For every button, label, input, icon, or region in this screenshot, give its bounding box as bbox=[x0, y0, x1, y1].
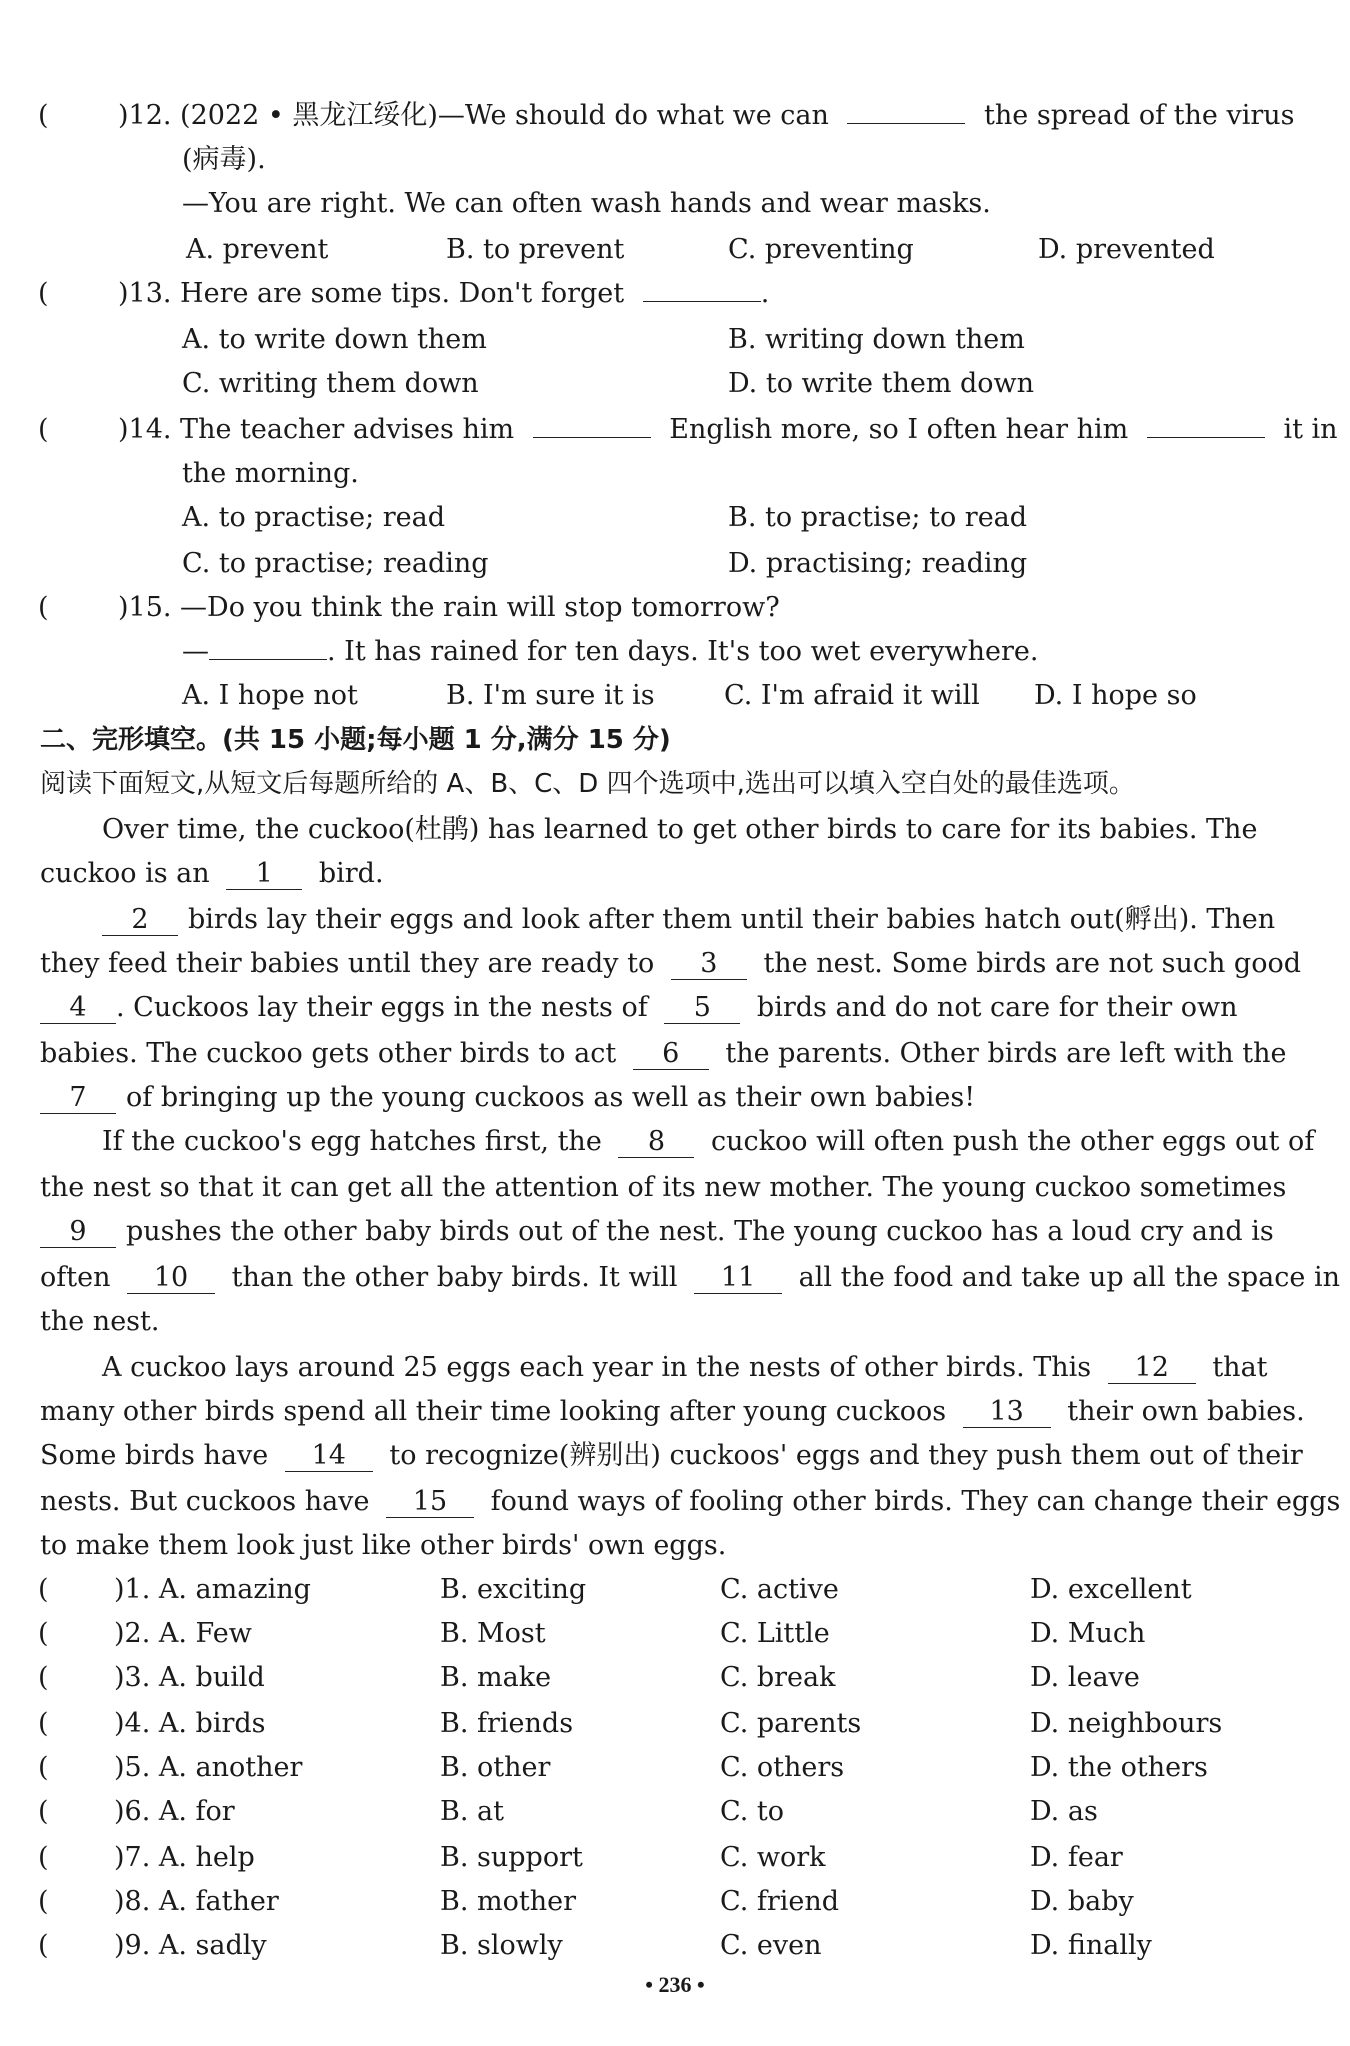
q14-stem: )14. The teacher advises him bbox=[118, 414, 515, 445]
cloze-4-option-b: B. friends bbox=[440, 1708, 574, 1739]
passage-text: cuckoo is an bbox=[40, 858, 210, 889]
q14-option-a: A. to practise; read bbox=[182, 502, 446, 533]
cloze-2-option-c: C. Little bbox=[720, 1618, 830, 1649]
answer-paren: ( bbox=[38, 1574, 49, 1605]
cloze-2-option-a: )2. A. Few bbox=[114, 1618, 252, 1649]
passage-text: the parents. Other birds are left with the bbox=[725, 1038, 1287, 1069]
cloze-1-option-d: D. excellent bbox=[1030, 1574, 1192, 1605]
q15-dash: — bbox=[182, 636, 209, 667]
q13-stem-end: . bbox=[760, 278, 770, 309]
q15-line1: )15. —Do you think the rain will stop tomorrow? bbox=[118, 592, 780, 623]
cloze-6-option-d: D. as bbox=[1030, 1796, 1098, 1827]
cloze-7-option-c: C. work bbox=[720, 1842, 826, 1873]
cloze-5-option-a: )5. A. another bbox=[114, 1752, 303, 1783]
q12-line1 bbox=[118, 98, 1295, 134]
q12-line3: —You are right. We can often wash hands and wear masks. bbox=[182, 188, 991, 219]
passage-text: the nest. Some birds are not such good bbox=[763, 948, 1301, 979]
cloze-1-option-c: C. active bbox=[720, 1574, 839, 1605]
cloze-blank-13: 13 bbox=[963, 1397, 1051, 1428]
passage-text: many other birds spend all their time looking after young cuckoos bbox=[40, 1396, 947, 1427]
passage-p2-line2 bbox=[40, 946, 1301, 982]
cloze-9-option-a: )9. A. sadly bbox=[114, 1930, 267, 1961]
cloze-blank-7: 7 bbox=[40, 1083, 116, 1114]
cloze-blank-1: 1 bbox=[226, 859, 302, 890]
passage-text: birds and do not care for their own bbox=[756, 992, 1238, 1023]
cloze-blank-4: 4 bbox=[40, 993, 116, 1024]
cloze-1-option-a: )1. A. amazing bbox=[114, 1574, 311, 1605]
cloze-blank-12: 12 bbox=[1108, 1353, 1196, 1384]
passage-text: that bbox=[1212, 1352, 1268, 1383]
q12-blank bbox=[847, 123, 965, 124]
passage-p4-line1 bbox=[102, 1350, 1268, 1386]
passage-p4-line3 bbox=[40, 1438, 1303, 1474]
q14-option-c: C. to practise; reading bbox=[182, 548, 489, 579]
cloze-5-option-c: C. others bbox=[720, 1752, 845, 1783]
q13-option-b: B. writing down them bbox=[728, 324, 1025, 355]
passage-text: If the cuckoo's egg hatches first, the bbox=[102, 1126, 602, 1157]
q12-stem: )12. (2022 • 黑龙江绥化)—We should do what we can bbox=[118, 100, 829, 131]
q14-line2: the morning. bbox=[182, 458, 359, 489]
cloze-2-option-b: B. Most bbox=[440, 1618, 546, 1649]
passage-p4-line2 bbox=[40, 1394, 1305, 1430]
passage-p2-line3 bbox=[40, 990, 1238, 1026]
cloze-blank-11: 11 bbox=[694, 1263, 782, 1294]
passage-p2-line4 bbox=[40, 1036, 1286, 1072]
passage-text: to recognize(辨别出) cuckoos' eggs and they push them out of their bbox=[389, 1440, 1303, 1471]
answer-paren: ( bbox=[38, 1886, 49, 1917]
q14-stem-mid: English more, so I often hear him bbox=[669, 414, 1129, 445]
passage-p4-line4 bbox=[40, 1484, 1340, 1520]
q12-option-a: A. prevent bbox=[186, 234, 329, 265]
passage-text: they feed their babies until they are ready to bbox=[40, 948, 655, 979]
q13-option-c: C. writing them down bbox=[182, 368, 479, 399]
passage-text: Some birds have bbox=[40, 1440, 269, 1471]
cloze-3-option-c: C. break bbox=[720, 1662, 836, 1693]
passage-p2-line5 bbox=[40, 1080, 975, 1116]
cloze-blank-6: 6 bbox=[633, 1039, 709, 1070]
q15-line2-text: . It has rained for ten days. It's too wet everywhere. bbox=[327, 636, 1039, 667]
q13-stem: )13. Here are some tips. Don't forget bbox=[118, 278, 625, 309]
cloze-3-option-d: D. leave bbox=[1030, 1662, 1140, 1693]
passage-text: all the food and take up all the space in bbox=[798, 1262, 1340, 1293]
cloze-7-option-b: B. support bbox=[440, 1842, 583, 1873]
cloze-6-option-b: B. at bbox=[440, 1796, 504, 1827]
cloze-2-option-d: D. Much bbox=[1030, 1618, 1146, 1649]
cloze-8-option-c: C. friend bbox=[720, 1886, 840, 1917]
q13-option-a: A. to write down them bbox=[182, 324, 487, 355]
cloze-5-option-d: D. the others bbox=[1030, 1752, 1208, 1783]
section-instruction: 阅读下面短文,从短文后每题所给的 A、B、C、D 四个选项中,选出可以填入空白处的最佳选项。 bbox=[40, 769, 1135, 799]
cloze-blank-14: 14 bbox=[285, 1441, 373, 1472]
cloze-blank-10: 10 bbox=[127, 1263, 215, 1294]
passage-p3-line2: the nest so that it can get all the attention of its new mother. The young cuckoo sometimes bbox=[40, 1172, 1287, 1203]
section-title: 二、完形填空。(共 15 小题;每小题 1 分,满分 15 分) bbox=[40, 725, 671, 755]
passage-text: cuckoo will often push the other eggs out of bbox=[711, 1126, 1315, 1157]
cloze-7-option-a: )7. A. help bbox=[114, 1842, 255, 1873]
cloze-4-option-c: C. parents bbox=[720, 1708, 862, 1739]
passage-p3-line3 bbox=[40, 1214, 1274, 1250]
cloze-4-option-d: D. neighbours bbox=[1030, 1708, 1223, 1739]
q15-line2 bbox=[182, 634, 1038, 670]
cloze-9-option-c: C. even bbox=[720, 1930, 822, 1961]
q15-option-b: B. I'm sure it is bbox=[446, 680, 655, 711]
q13-blank bbox=[643, 301, 761, 302]
passage-text: A cuckoo lays around 25 eggs each year in the nests of other birds. This bbox=[102, 1352, 1092, 1383]
passage-p3-line1 bbox=[102, 1124, 1314, 1160]
cloze-4-option-a: )4. A. birds bbox=[114, 1708, 266, 1739]
q15-option-d: D. I hope so bbox=[1034, 680, 1197, 711]
passage-text: their own babies. bbox=[1067, 1396, 1305, 1427]
cloze-3-option-b: B. make bbox=[440, 1662, 552, 1693]
q14-blank-1 bbox=[533, 437, 651, 438]
q13-option-d: D. to write them down bbox=[728, 368, 1035, 399]
answer-paren: ( bbox=[38, 1752, 49, 1783]
answer-paren: ( bbox=[38, 278, 49, 309]
q14-line1 bbox=[118, 412, 1338, 448]
passage-p3-line5: the nest. bbox=[40, 1306, 160, 1337]
passage-p4-line5: to make them look just like other birds' own eggs. bbox=[40, 1530, 727, 1561]
cloze-9-option-d: D. finally bbox=[1030, 1930, 1152, 1961]
q14-option-d: D. practising; reading bbox=[728, 548, 1028, 579]
passage-text: birds lay their eggs and look after them until their babies hatch out(孵出). Then bbox=[188, 904, 1276, 935]
q15-blank bbox=[209, 659, 327, 660]
cloze-8-option-a: )8. A. father bbox=[114, 1886, 279, 1917]
passage-text: of bringing up the young cuckoos as well as their own babies! bbox=[126, 1082, 976, 1113]
cloze-5-option-b: B. other bbox=[440, 1752, 551, 1783]
passage-text: babies. The cuckoo gets other birds to act bbox=[40, 1038, 617, 1069]
passage-text: pushes the other baby birds out of the nest. The young cuckoo has a loud cry and is bbox=[126, 1216, 1274, 1247]
page-number: • 236 • bbox=[645, 1972, 705, 1997]
cloze-blank-2: 2 bbox=[102, 905, 178, 936]
cloze-blank-3: 3 bbox=[671, 949, 747, 980]
answer-paren: ( bbox=[38, 1662, 49, 1693]
cloze-8-option-d: D. baby bbox=[1030, 1886, 1134, 1917]
cloze-blank-5: 5 bbox=[664, 993, 740, 1024]
passage-text: than the other baby birds. It will bbox=[231, 1262, 678, 1293]
passage-text: found ways of fooling other birds. They can change their eggs bbox=[490, 1486, 1341, 1517]
q15-option-c: C. I'm afraid it will bbox=[724, 680, 980, 711]
cloze-blank-8: 8 bbox=[618, 1127, 694, 1158]
passage-p1-line2 bbox=[40, 856, 384, 892]
q12-line2: (病毒). bbox=[182, 144, 266, 175]
cloze-7-option-d: D. fear bbox=[1030, 1842, 1123, 1873]
passage-text: bird. bbox=[318, 858, 384, 889]
q12-stem-end: the spread of the virus bbox=[984, 100, 1295, 131]
q12-option-c: C. preventing bbox=[728, 234, 914, 265]
passage-text: often bbox=[40, 1262, 111, 1293]
passage-p2-line1 bbox=[102, 902, 1275, 938]
answer-paren: ( bbox=[38, 1796, 49, 1827]
passage-p3-line4 bbox=[40, 1260, 1340, 1296]
q12-option-b: B. to prevent bbox=[446, 234, 625, 265]
cloze-1-option-b: B. exciting bbox=[440, 1574, 587, 1605]
answer-paren: ( bbox=[38, 414, 49, 445]
cloze-blank-9: 9 bbox=[40, 1217, 116, 1248]
q14-stem-end: it in bbox=[1283, 414, 1338, 445]
cloze-8-option-b: B. mother bbox=[440, 1886, 576, 1917]
answer-paren: ( bbox=[38, 1708, 49, 1739]
q15-option-a: A. I hope not bbox=[182, 680, 358, 711]
passage-text: nests. But cuckoos have bbox=[40, 1486, 370, 1517]
q12-option-d: D. prevented bbox=[1038, 234, 1215, 265]
cloze-6-option-c: C. to bbox=[720, 1796, 784, 1827]
q13-line1 bbox=[118, 276, 769, 312]
answer-paren: ( bbox=[38, 592, 49, 623]
cloze-blank-15: 15 bbox=[386, 1487, 474, 1518]
passage-text: . Cuckoos lay their eggs in the nests of bbox=[116, 992, 648, 1023]
cloze-6-option-a: )6. A. for bbox=[114, 1796, 235, 1827]
passage-p1-line1: Over time, the cuckoo(杜鹃) has learned to get other birds to care for its babies. The bbox=[102, 814, 1258, 845]
answer-paren: ( bbox=[38, 1618, 49, 1649]
answer-paren: ( bbox=[38, 1842, 49, 1873]
q14-blank-2 bbox=[1147, 437, 1265, 438]
answer-paren: ( bbox=[38, 1930, 49, 1961]
cloze-9-option-b: B. slowly bbox=[440, 1930, 563, 1961]
q14-option-b: B. to practise; to read bbox=[728, 502, 1028, 533]
cloze-3-option-a: )3. A. build bbox=[114, 1662, 265, 1693]
answer-paren: ( bbox=[38, 100, 49, 131]
